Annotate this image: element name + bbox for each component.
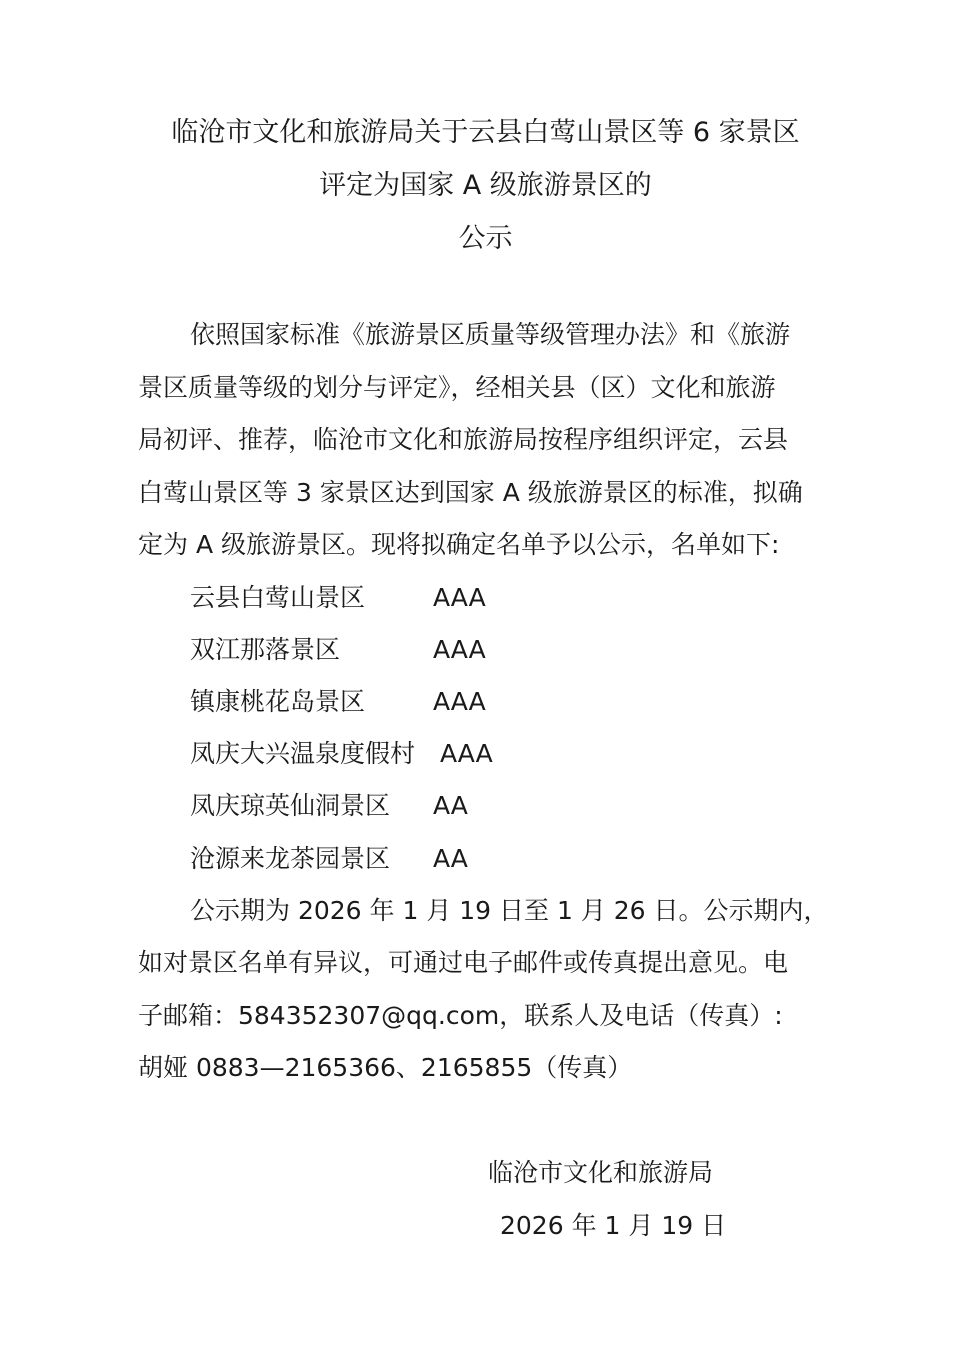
intro-line-3: 局初评、推荐，临沧市文化和旅游局按程序组织评定，云县 xyxy=(138,425,789,454)
notice-line-2: 如对景区名单有异议，可通过电子邮件或传真提出意见。电 xyxy=(138,948,789,977)
scenic-area-name: 凤庆大兴温泉度假村 xyxy=(190,739,416,768)
doc-title-line-2: 评定为国家 A 级旅游景区的 xyxy=(319,170,652,201)
scenic-area-grade: AAA xyxy=(433,687,486,716)
scenic-area-name: 云县白莺山景区 xyxy=(190,583,366,612)
intro-line-4: 白莺山景区等 3 家景区达到国家 A 级旅游景区的标准，拟确 xyxy=(138,478,803,507)
notice-line-3: 子邮箱：584352307@qq.com，联系人及电话（传真）: xyxy=(138,1001,783,1030)
intro-line-1: 依照国家标准《旅游景区质量等级管理办法》和《旅游 xyxy=(190,320,791,349)
scenic-area-name: 镇康桃花岛景区 xyxy=(190,687,366,716)
signature-date: 2026 年 1 月 19 日 xyxy=(500,1211,727,1240)
scenic-area-grade: AAA xyxy=(433,635,486,664)
doc-title-line-1: 临沧市文化和旅游局关于云县白莺山景区等 6 家景区 xyxy=(171,117,800,148)
scenic-area-name: 凤庆琼英仙洞景区 xyxy=(190,791,391,820)
scenic-area-grade: AAA xyxy=(433,583,486,612)
scenic-area-name: 沧源来龙茶园景区 xyxy=(190,844,391,873)
intro-line-2: 景区质量等级的划分与评定》，经相关县（区）文化和旅游 xyxy=(138,373,776,402)
notice-line-1: 公示期为 2026 年 1 月 19 日至 1 月 26 日。公示期内， xyxy=(190,896,829,925)
scenic-area-grade: AA xyxy=(433,791,468,820)
scenic-area-name: 双江那落景区 xyxy=(190,635,341,664)
intro-line-5: 定为 A 级旅游景区。现将拟确定名单予以公示，名单如下: xyxy=(138,530,780,559)
scenic-area-grade: AA xyxy=(433,844,468,873)
scenic-area-grade: AAA xyxy=(440,739,493,768)
doc-title-line-3: 公示 xyxy=(458,223,513,254)
notice-line-4: 胡娅 0883—2165366、2165855（传真） xyxy=(138,1053,633,1082)
signature-org: 临沧市文化和旅游局 xyxy=(488,1158,714,1187)
